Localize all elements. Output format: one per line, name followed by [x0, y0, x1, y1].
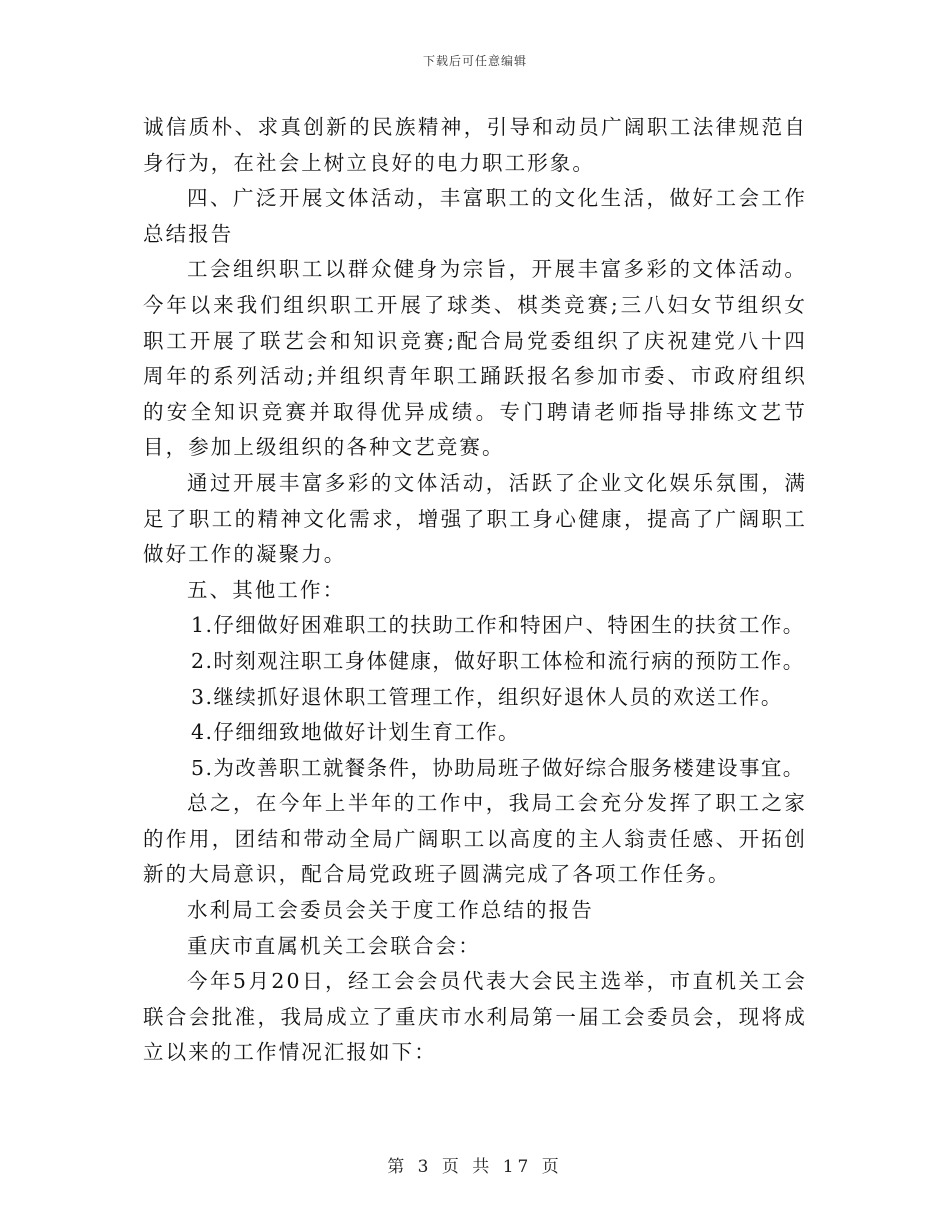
list-item: 2.时刻观注职工身体健康，做好职工体检和流行病的预防工作。	[191, 648, 805, 673]
paragraph-summary: 总之，在今年上半年的工作中，我局工会充分发挥了职工之家的作用，团结和带动全局广阔职工以高度的主人翁责任感、开拓创新的大局意识，配合局党政班子圆满完成了各项工作任务。	[143, 791, 807, 887]
list-item: 4.仔细细致地做好计划生育工作。	[191, 720, 520, 745]
report-title: 水利局工会委员会关于度工作总结的报告	[187, 898, 594, 923]
list-item: 3.继续抓好退休职工管理工作，组织好退休人员的欢送工作。	[191, 684, 783, 709]
paragraph-results: 通过开展丰富多彩的文体活动，活跃了企业文化娱乐氛围，满足了职工的精神文化需求，增强了职工身心健康，提高了广阔职工做好工作的凝聚力。	[143, 470, 807, 567]
list-item: 1.仔细做好困难职工的扶助工作和特困户、特困生的扶贫工作。	[191, 613, 805, 638]
list-item: 5.为改善职工就餐条件，协助局班子做好综合服务楼建设事宜。	[191, 755, 805, 780]
page-number: 第 3 页 共 17 页	[387, 1157, 563, 1177]
paragraph-activities: 工会组织职工以群众健身为宗旨，开展丰富多彩的文体活动。今年以来我们组织职工开展了球类、棋类竞赛;三八妇女节组织女职工开展了联艺会和知识竞赛;配合局党委组织了庆祝建党八十四周年的系列活动;并组织青年职工踊跃报名参加市委、市政府组织的安全知识竞赛并取得优异成绩。专门聘请老师指导排练文艺节目，参加上级组织的各种文艺竞赛。	[143, 257, 807, 460]
paragraph-continuation: 诚信质朴、求真创新的民族精神，引导和动员广阔职工法律规范自身行为，在社会上树立良好的电力职工形象。	[143, 115, 807, 175]
document-body	[143, 110, 807, 1071]
paragraph-report-intro: 今年5月20日，经工会会员代表大会民主选举，市直机关工会联合会批准，我局成立了重庆市水利局第一届工会委员会，现将成立以来的工作情况汇报如下：	[143, 969, 807, 1065]
report-addressee: 重庆市直属机关工会联合会：	[187, 933, 481, 958]
section-heading-five: 五、其他工作：	[187, 577, 346, 602]
page-header-note: 下载后可任意编辑	[422, 54, 527, 68]
section-heading-four: 四、广泛开展文体活动，丰富职工的文化生活，做好工会工作总结报告	[143, 186, 807, 246]
